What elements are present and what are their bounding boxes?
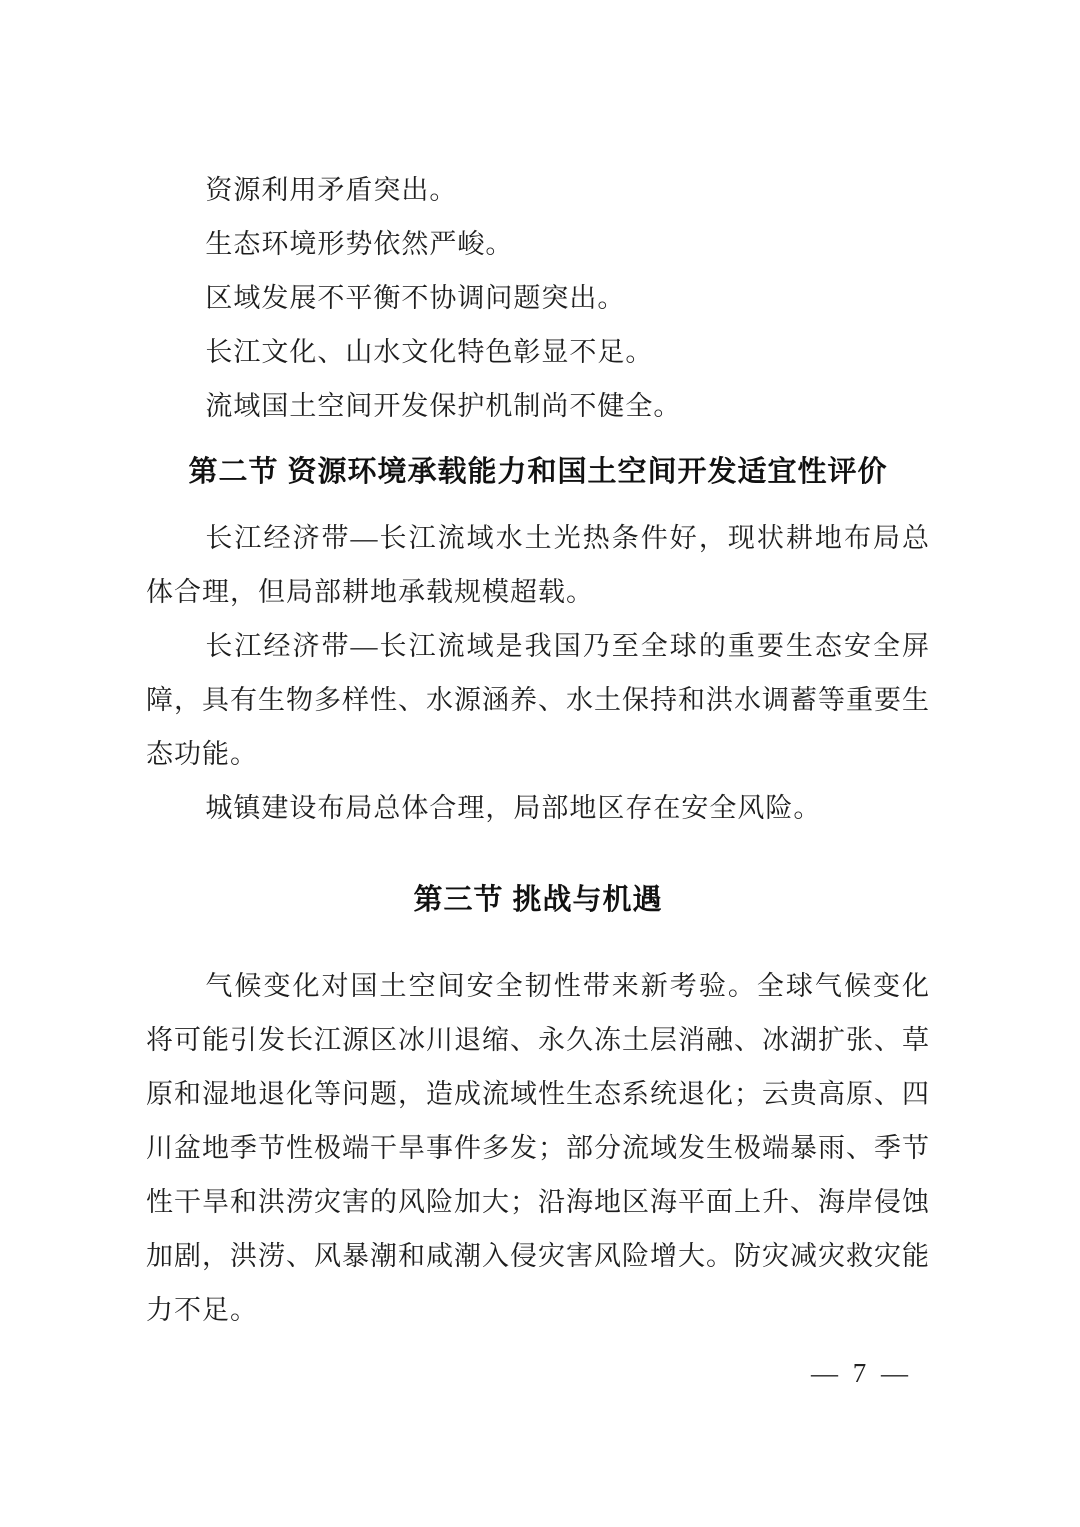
- page-number: — 7 —: [811, 1358, 912, 1388]
- section-heading-3: 第三节 挑战与机遇: [413, 884, 663, 916]
- body-paragraph: 气候变化对国土空间安全韧性带来新考验。全球气候变化将可能引发长江源区冰川退缩、永久冻土层消融、冰湖扩张、草原和湿地退化等问题，造成流域性生态系统退化；云贵高原、四川盆地季节性极端干旱事件多发；部分流域发生极端暴雨、季节性干旱和洪涝灾害的风险加大；沿海地区海平面上升、海岸侵蚀加剧，洪涝、风暴潮和咸潮入侵灾害风险增大。防灾减灾救灾能力不足。: [146, 971, 930, 1325]
- body-paragraph: 城镇建设布局总体合理，局部地区存在安全风险。: [205, 793, 822, 823]
- body-paragraph: 长江经济带—长江流域是我国乃至全球的重要生态安全屏障，具有生物多样性、水源涵养、水土保持和洪水调蓄等重要生态功能。: [146, 631, 930, 769]
- document-body: [146, 163, 930, 1337]
- section-heading-2: 第二节 资源环境承载能力和国土空间开发适宜性评价: [188, 456, 888, 488]
- issue-paragraph: 区域发展不平衡不协调问题突出。: [205, 283, 626, 313]
- issue-paragraph: 资源利用矛盾突出。: [205, 175, 458, 205]
- body-paragraph: 长江经济带—长江流域水土光热条件好，现状耕地布局总体合理，但局部耕地承载规模超载。: [146, 523, 930, 607]
- issue-paragraph: 流域国土空间开发保护机制尚不健全。: [205, 391, 682, 421]
- issue-paragraph: 生态环境形势依然严峻。: [205, 229, 514, 259]
- issue-paragraph: 长江文化、山水文化特色彰显不足。: [205, 337, 654, 367]
